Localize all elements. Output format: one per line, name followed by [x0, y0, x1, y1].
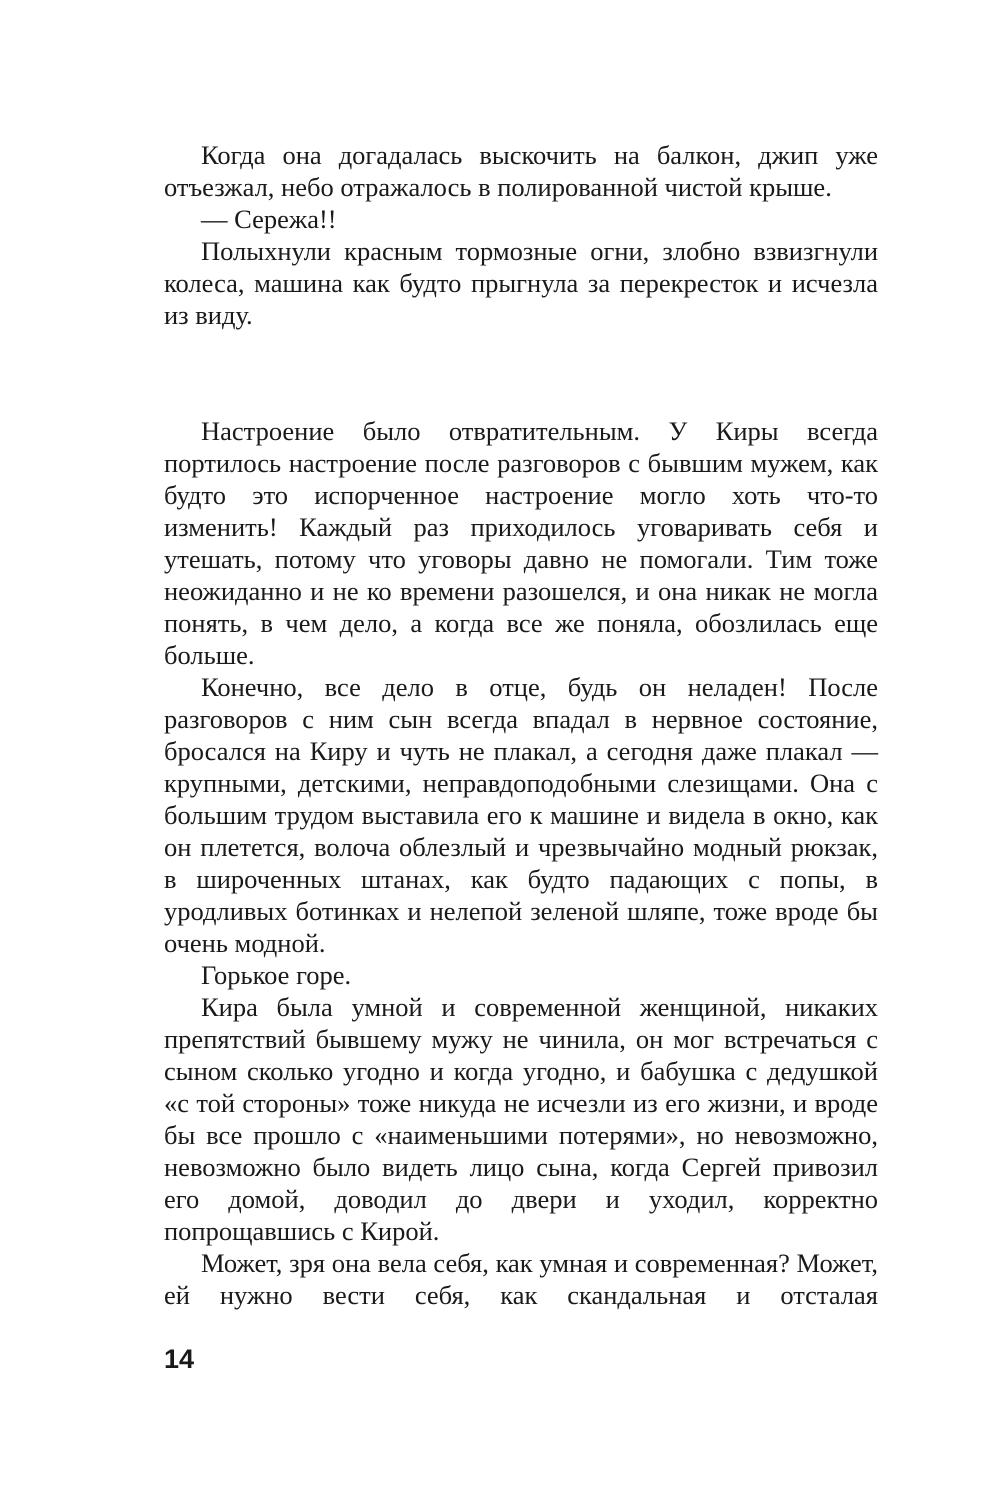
paragraph-continued: Может, зря она вела себя, как умная и современная? Может, ей нужно вести себя, как скандальная и отсталая	[164, 1248, 878, 1310]
paragraph: Полыхнули красным тормозные огни, злобно взвизгнули колеса, машина как будто прыгнула за перекресток и исчезла из виду.	[164, 236, 878, 330]
paragraph: Горькое горе.	[201, 960, 352, 990]
paragraph: Кира была умной и современной женщиной, никаких препятствий бывшему мужу не чинила, он мог встречаться с сыном сколько угодно и когда угодно, и бабушка с дедушкой «с той стороны» тоже никуда не исчезли из его жизни, и вроде бы все прошло с «наименьшими потерями», но невозможно, невозможно было видеть лицо сына, когда Сергей привозил его домой, доводил до двери и уходил, корректно попрощавшись с Кирой.	[164, 992, 878, 1246]
paragraph: Конечно, все дело в отце, будь он неладен! После разговоров с ним сын всегда впадал в нервное состояние, бросался на Киру и чуть не плакал, а сегодня даже плакал — крупными, детскими, неправдоподобными слезищами. Она с большим трудом выставила его к машине и видела в окно, как он плетется, волоча облезлый и чрезвычайно модный рюкзак, в широченных штанах, как будто падающих с попы, в уродливых ботинках и нелепой зеленой шляпе, тоже вроде бы очень модной.	[164, 672, 878, 958]
paragraph: Настроение было отвратительным. У Киры всегда портилось настроение после разговоров с бывшим мужем, как будто это испорченное настроение могло хоть что-то изменить! Каждый раз приходилось уговаривать себя и утешать, потому что уговоры давно не помогали. Тим тоже неожиданно и не ко времени разошелся, и она никак не могла понять, в чем дело, а когда все же поняла, обозлилась еще больше.	[164, 416, 878, 670]
paragraph: Когда она догадалась выскочить на балкон, джип уже отъезжал, небо отражалось в полированной чистой крыше.	[164, 140, 878, 202]
page-number: 14	[164, 1344, 195, 1374]
text-section-1	[164, 139, 878, 331]
paragraph-dialogue: — Сережа!!	[201, 204, 337, 234]
text-section-2	[164, 415, 878, 1311]
